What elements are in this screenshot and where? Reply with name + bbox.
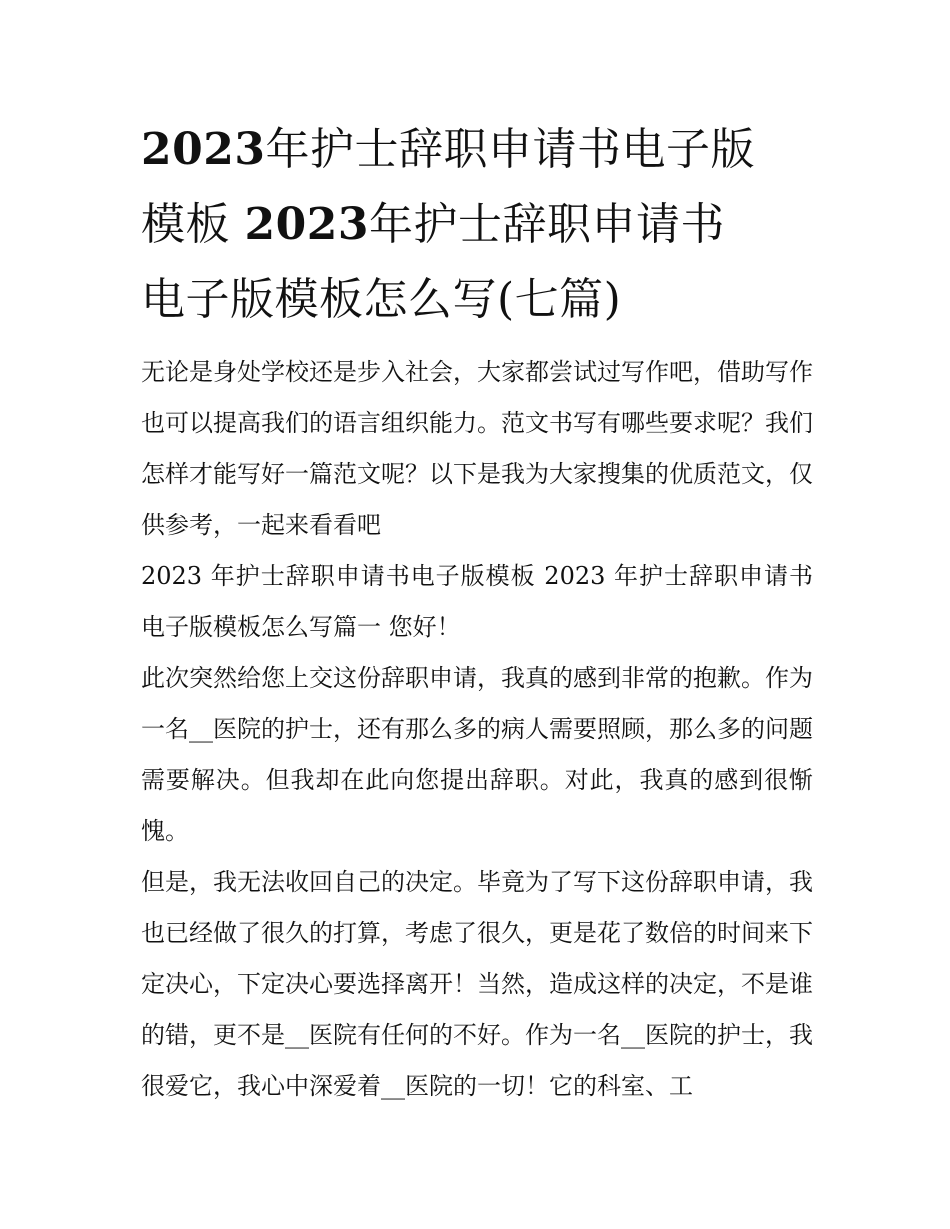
title-text: 年护士辞职申请书电子版 [265, 124, 755, 175]
paragraph: 此次突然给您上交这份辞职申请，我真的感到非常的抱歉。作为一名__医院的护士，还有那么多的病人需要照顾，那么多的问题需要解决。但我却在此向您提出辞职。对此，我真的感到很惭愧。 [141, 664, 813, 845]
document-page [141, 112, 813, 1112]
title-line-1 [141, 112, 813, 187]
paragraph-intro: 无论是身处学校还是步入社会，大家都尝试过写作吧，借助写作也可以提高我们的语言组织能力。范文书写有哪些要求呢？我们怎样才能写好一篇范文呢？以下是我为大家搜集的优质范文，仅供参考，一起来看看吧 [141, 358, 813, 539]
document-body [141, 347, 813, 1112]
title-year: 2023 [244, 199, 369, 250]
title-text: 年护士辞职申请书 [368, 199, 725, 250]
paragraph-heading: 2023 年护士辞职申请书电子版模板 2023 年护士辞职申请书电子版模板怎么写篇一 您好！ [141, 562, 813, 641]
title-text: 模板 [141, 199, 245, 250]
title-line-2 [141, 187, 813, 262]
title-year: 2023 [141, 124, 266, 175]
document-title [141, 112, 813, 337]
title-text: 电子版模板怎么写(七篇) [141, 274, 622, 325]
title-line-3 [141, 262, 813, 337]
paragraph: 但是，我无法收回自己的决定。毕竟为了写下这份辞职申请，我也已经做了很久的打算，考虑了很久，更是花了数倍的时间来下定决心，下定决心要选择离开！当然，造成这样的决定，不是谁的错，更不是__医院有任何的不好。作为一名__医院的护士，我很爱它，我心中深爱着__医院的一切！它的科室、工 [141, 868, 813, 1100]
